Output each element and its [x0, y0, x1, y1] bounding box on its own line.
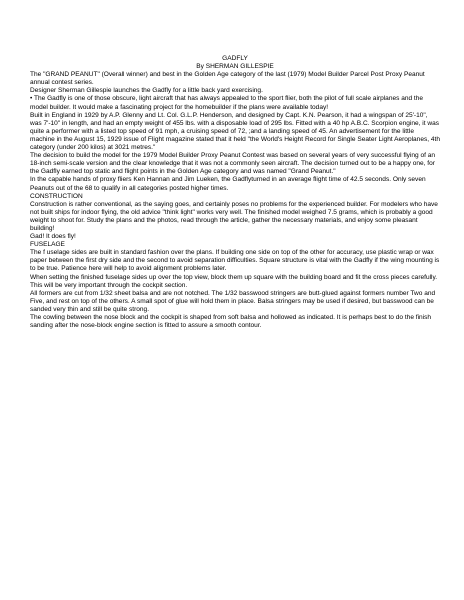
intro-paragraph-1: The "GRAND PEANUT" (Overall winner) and best in the Golden Age category of the last (1979) Model Builder Parcel Post Proxy Peanut annual contest series.	[30, 71, 425, 87]
intro-paragraph-2: Designer Sherman Gillespie launches the Gadfly for a little back yard exercising.	[30, 87, 263, 95]
document-title: GADFLY	[222, 55, 248, 62]
document-byline: By SHERMAN GILLESPIE	[196, 63, 274, 71]
intro-paragraph-6: In the capable hands of proxy fliers Ken Hannan and Jim Lueken, the Gadflyturned in an average flight time of 42.5 seconds. Only seven Peanuts out of the 68 to qualify in all categories posted higher times.	[30, 176, 426, 192]
intro-paragraph-3: • The Gadfly is one of those obscure, light aircraft that has always appealed to the sport flier, both the pilot of full scale airplanes and the model builder. It would make a fascinating project for the homebuilder if the plans were available today!	[30, 95, 424, 111]
document-page	[30, 55, 440, 330]
fuselage-paragraph-4: The cowling between the nose block and the cockpit is shaped from soft balsa and hollowed as indicated. It is perhaps best to do the finish sanding after the nose-block engine section is fitted to assure a smooth contour.	[30, 314, 432, 330]
fuselage-paragraph-3: All formers are cut from 1/32 sheet balsa and are not notched. The 1/32 basswood stringers are butt-glued against formers number Two and Five, and rest on top of the others. A small spot of glue will hold them in place. Balsa stringers may be used if desired, but basswood can be sanded very thin and still be quite strong.	[30, 289, 436, 313]
intro-paragraph-5: The decision to build the model for the 1979 Model Builder Proxy Peanut Contest was based on several years of very successful flying of an 18-inch semi-scale version and the clear knowledge that it was not a commonly seen aircraft. The decision turned out to be a happy one, for the Gadfly earned top static and flight points in the Golden Age category and was named "Grand Peanut."	[30, 152, 436, 176]
intro-paragraph-4: Built in England in 1929 by A.P. Glenny and Lt. Col. G.L.P. Henderson, and designed by Capt. K.N. Pearson, it had a wingspan of 25'-10", was 7'-10" in length, and had an empty weight of 455 lbs. with a disposable load of 295 lbs. Fitted with a 40 hp A.B.C. Scorpion engine, it was quite a performer with a listed top speed of 91 mph, a cruising speed of 72, ;and a landing speed of 45. An advertisement for the little machine in the August 15, 1929 issue of Flight magazine stated that it held "the World's Height Record for Single Seater Light Aeroplanes, 4th category (under 200 kilos) at 3021 metres."	[30, 111, 440, 152]
construction-paragraph-1: Construction is rather conventional, as the saying goes, and certainly poses no problems for the experienced builder. For modelers who have not built ships for indoor flying, the old advice "think light" works very well. The finished model weighed 7.5 grams, which is probably a good weight to shoot for. Study the plans and the photos, read through the article, gather the necessary materials, and enjoy some pleasant building!	[30, 200, 438, 232]
fuselage-paragraph-1: The f uselage sides are built in standard fashion over the plans. If building one side on top of the other for accuracy, use plastic wrap or wax paper between the first dry side and the second to avoid separation difficulties. Square structure is vital with the Gadfly if the wing mounting is to be true. Patience here will help to avoid alignment problems later.	[30, 249, 440, 273]
fuselage-paragraph-2: When setting the finished fuselage sides up over the top view, block them up square with the building board and fit the cross pieces carefully. This will be very important through the cockpit section.	[30, 273, 438, 289]
construction-paragraph-2: Gad! It does fly!	[30, 233, 76, 241]
fuselage-heading: FUSELAGE	[30, 241, 65, 249]
construction-heading: CONSTRUCTION	[30, 192, 83, 200]
